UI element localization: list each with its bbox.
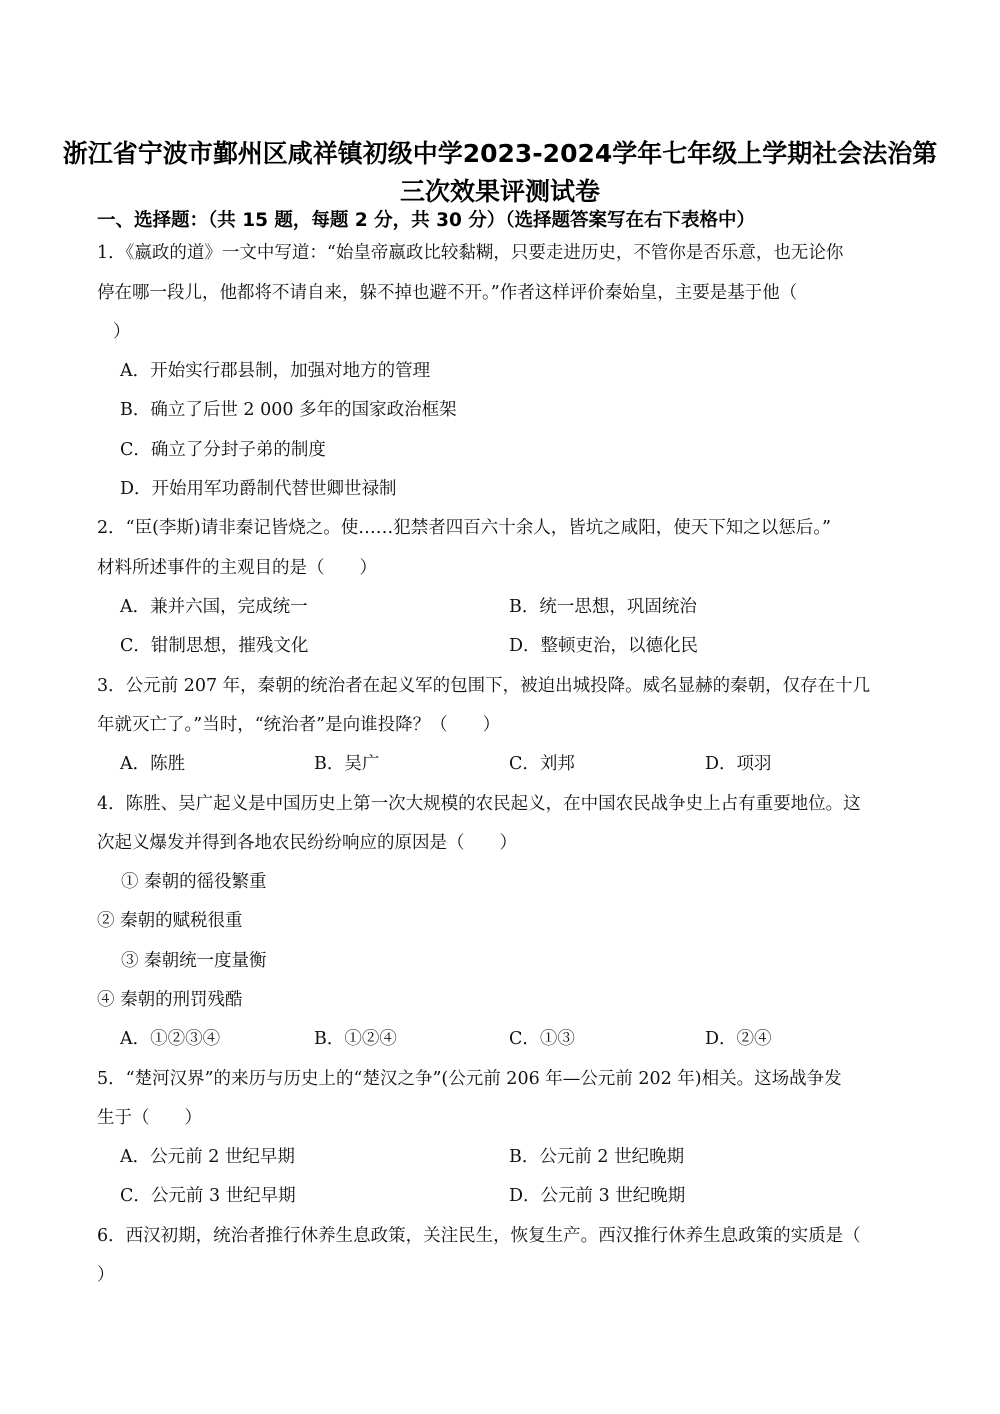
exam-title-line2: 三次效果评测试卷 [399,177,600,206]
question-3-line-1: 3．公元前 207 年，秦朝的统治者在起义军的包围下，被迫出城投降。威名显赫的秦朝，仅存在十几 [97,676,871,696]
question-5-line-2: 生于（ ） [97,1108,202,1128]
question-1-line-3: ） [113,322,131,342]
question-3-option-c[interactable]: C．刘邦 [509,754,575,774]
question-2-option-c[interactable]: C．钳制思想，摧残文化 [120,636,309,656]
question-6-line-1: 6．西汉初期，统治者推行休养生息政策，关注民生，恢复生产。西汉推行休养生息政策的实质是（ [97,1226,861,1246]
question-1-option-c[interactable]: C．确立了分封子弟的制度 [120,440,326,460]
question-4-line-1: 4．陈胜、吴广起义是中国历史上第一次大规模的农民起义，在中国农民战争史上占有重要地位。这 [97,794,861,814]
question-4-option-a[interactable]: A．①②③④ [120,1029,221,1049]
question-2-line-2: 材料所述事件的主观目的是（ ） [97,558,377,578]
question-2-option-d[interactable]: D．整顿吏治，以德化民 [509,636,699,656]
question-4-option-b[interactable]: B．①②④ [314,1029,397,1049]
question-5-option-a[interactable]: A．公元前 2 世纪早期 [120,1147,295,1167]
question-1-line-1: 1．《嬴政的道》一文中写道：“始皇帝嬴政比较黏糊，只要走进历史，不管你是否乐意，也无论你 [97,243,844,263]
question-5-option-d[interactable]: D．公元前 3 世纪晚期 [509,1186,686,1206]
question-2-option-b[interactable]: B．统一思想，巩固统治 [509,597,697,617]
section-heading: 一、选择题：（共 15 题，每题 2 分，共 30 分）（选择题答案写在右下表格中） [97,210,756,231]
question-2-option-a[interactable]: A．兼并六国，完成统一 [120,597,308,617]
question-3-line-2: 年就灭亡了。”当时，“统治者”是向谁投降？（ ） [97,715,501,735]
question-4-item-2: ② 秦朝的赋税很重 [97,911,243,931]
question-5-option-c[interactable]: C．公元前 3 世纪早期 [120,1186,296,1206]
question-3-option-b[interactable]: B．吴广 [314,754,380,774]
question-4-option-d[interactable]: D．②④ [705,1029,772,1049]
question-1-option-b[interactable]: B．确立了后世 2 000 多年的国家政治框架 [120,400,457,420]
question-4-item-4: ④ 秦朝的刑罚残酷 [97,990,243,1010]
question-3-option-a[interactable]: A．陈胜 [120,754,186,774]
question-3-option-d[interactable]: D．项羽 [705,754,772,774]
question-4-item-3: ③ 秦朝统一度量衡 [121,951,267,971]
question-1-option-d[interactable]: D．开始用军功爵制代替世卿世禄制 [120,479,397,499]
question-4-option-c[interactable]: C．①③ [509,1029,575,1049]
question-1-option-a[interactable]: A．开始实行郡县制，加强对地方的管理 [120,361,431,381]
question-4-line-2: 次起义爆发并得到各地农民纷纷响应的原因是（ ） [97,833,517,853]
exam-title-line1: 浙江省宁波市鄞州区咸祥镇初级中学2023-2024学年七年级上学期社会法治第 [62,139,938,168]
question-2-line-1: 2．“臣(李斯)请非秦记皆烧之。使……犯禁者四百六十余人，皆坑之咸阳，使天下知之以惩后。” [97,518,831,538]
question-6-line-2: ） [97,1265,115,1285]
question-1-line-2: 停在哪一段儿，他都将不请自来，躲不掉也避不开。”作者这样评价秦始皇，主要是基于他（ [97,283,798,303]
question-5-option-b[interactable]: B．公元前 2 世纪晚期 [509,1147,685,1167]
question-4-item-1: ① 秦朝的徭役繁重 [121,872,267,892]
question-5-line-1: 5．“楚河汉界”的来历与历史上的“楚汉之争”(公元前 206 年—公元前 202 年)相关。这场战争发 [97,1069,842,1089]
